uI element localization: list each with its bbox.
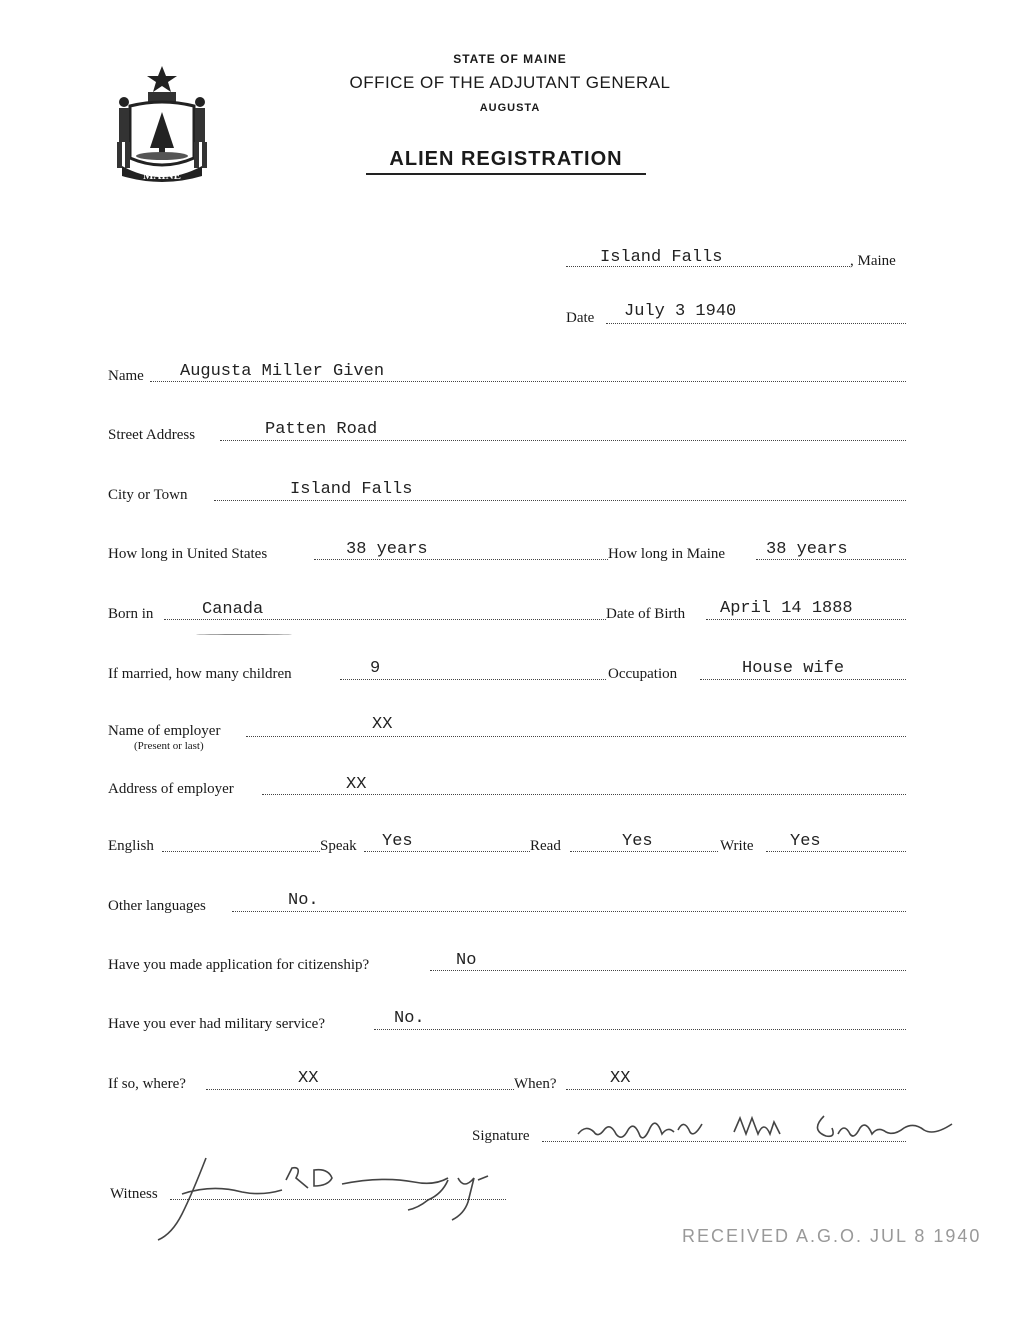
citizenship-value: No: [456, 951, 477, 970]
state-seal: [110, 62, 214, 188]
write-label: Write: [720, 838, 754, 854]
dob-label: Date of Birth: [606, 606, 686, 622]
military-line: [374, 1029, 906, 1030]
english-label: English: [108, 838, 154, 854]
how-long-us-label: How long in United States: [108, 546, 268, 562]
english-line: [162, 851, 320, 852]
military-value: No.: [394, 1009, 425, 1028]
children-value: 9: [370, 659, 381, 678]
town-value: Island Falls: [600, 248, 723, 267]
city-value: Island Falls: [290, 480, 413, 499]
born-in-label: Born in: [108, 606, 154, 622]
speak-value: Yes: [382, 832, 413, 851]
dob-line: [706, 619, 906, 620]
employer-value: XX: [372, 715, 393, 734]
how-long-maine-label: How long in Maine: [608, 546, 726, 562]
how-long-us-line: [314, 559, 608, 560]
citizenship-label: Have you made application for citizenship?: [108, 957, 370, 973]
children-label: If married, how many children: [108, 666, 292, 682]
other-languages-value: No.: [288, 891, 319, 910]
occupation-value: House wife: [742, 659, 845, 678]
born-in-line: [164, 619, 606, 620]
city-line: [214, 500, 906, 501]
pencil-underline: [196, 634, 292, 635]
how-long-us-value: 38 years: [346, 540, 428, 559]
received-stamp: RECEIVED A.G.O. JUL 8 1940: [682, 1226, 982, 1246]
other-languages-label: Other languages: [108, 898, 206, 914]
occupation-line: [700, 679, 906, 680]
how-long-maine-line: [756, 559, 906, 560]
employer-label: Name of employer: [108, 723, 221, 739]
witness-handwriting: [152, 1154, 512, 1244]
where-value: XX: [298, 1069, 319, 1088]
occupation-label: Occupation: [608, 666, 678, 682]
children-line: [340, 679, 606, 680]
name-line: [150, 381, 906, 382]
born-in-value: Canada: [202, 600, 264, 619]
how-long-maine-value: 38 years: [766, 540, 848, 559]
name-value: Augusta Miller Given: [180, 362, 385, 381]
employer-address-line: [262, 794, 906, 795]
read-label: Read: [530, 838, 561, 854]
citizenship-line: [430, 970, 906, 971]
when-label: When?: [514, 1076, 557, 1092]
street-line: [220, 440, 906, 441]
witness-label: Witness: [110, 1186, 158, 1202]
header-city: AUGUSTA: [479, 102, 541, 114]
maine-label: , Maine: [850, 253, 896, 269]
employer-address-value: XX: [346, 775, 367, 794]
form-title: ALIEN REGISTRATION: [366, 148, 646, 175]
street-value: Patten Road: [265, 420, 378, 439]
date-value: July 3 1940: [624, 302, 737, 321]
speak-line: [364, 851, 530, 852]
employer-address-label: Address of employer: [108, 781, 234, 797]
name-label: Name: [108, 368, 144, 384]
other-languages-line: [232, 911, 906, 912]
date-label: Date: [566, 310, 595, 326]
street-label: Street Address: [108, 427, 196, 443]
header-office: OFFICE OF THE ADJUTANT GENERAL: [349, 73, 671, 92]
when-value: XX: [610, 1069, 631, 1088]
where-label: If so, where?: [108, 1076, 186, 1092]
signature-label: Signature: [472, 1128, 530, 1144]
seal-text: MAINE: [143, 170, 181, 182]
read-line: [570, 851, 718, 852]
city-label: City or Town: [108, 487, 188, 503]
date-line: [606, 323, 906, 324]
employer-note: (Present or last): [134, 740, 204, 752]
where-line: [206, 1089, 514, 1090]
when-line: [566, 1089, 906, 1090]
read-value: Yes: [622, 832, 653, 851]
write-line: [766, 851, 906, 852]
signature-handwriting: [574, 1106, 958, 1152]
military-label: Have you ever had military service?: [108, 1016, 325, 1032]
employer-line: [246, 736, 906, 737]
dob-value: April 14 1888: [720, 599, 853, 618]
header-state: STATE OF MAINE: [453, 52, 567, 66]
speak-label: Speak: [320, 838, 357, 854]
write-value: Yes: [790, 832, 821, 851]
